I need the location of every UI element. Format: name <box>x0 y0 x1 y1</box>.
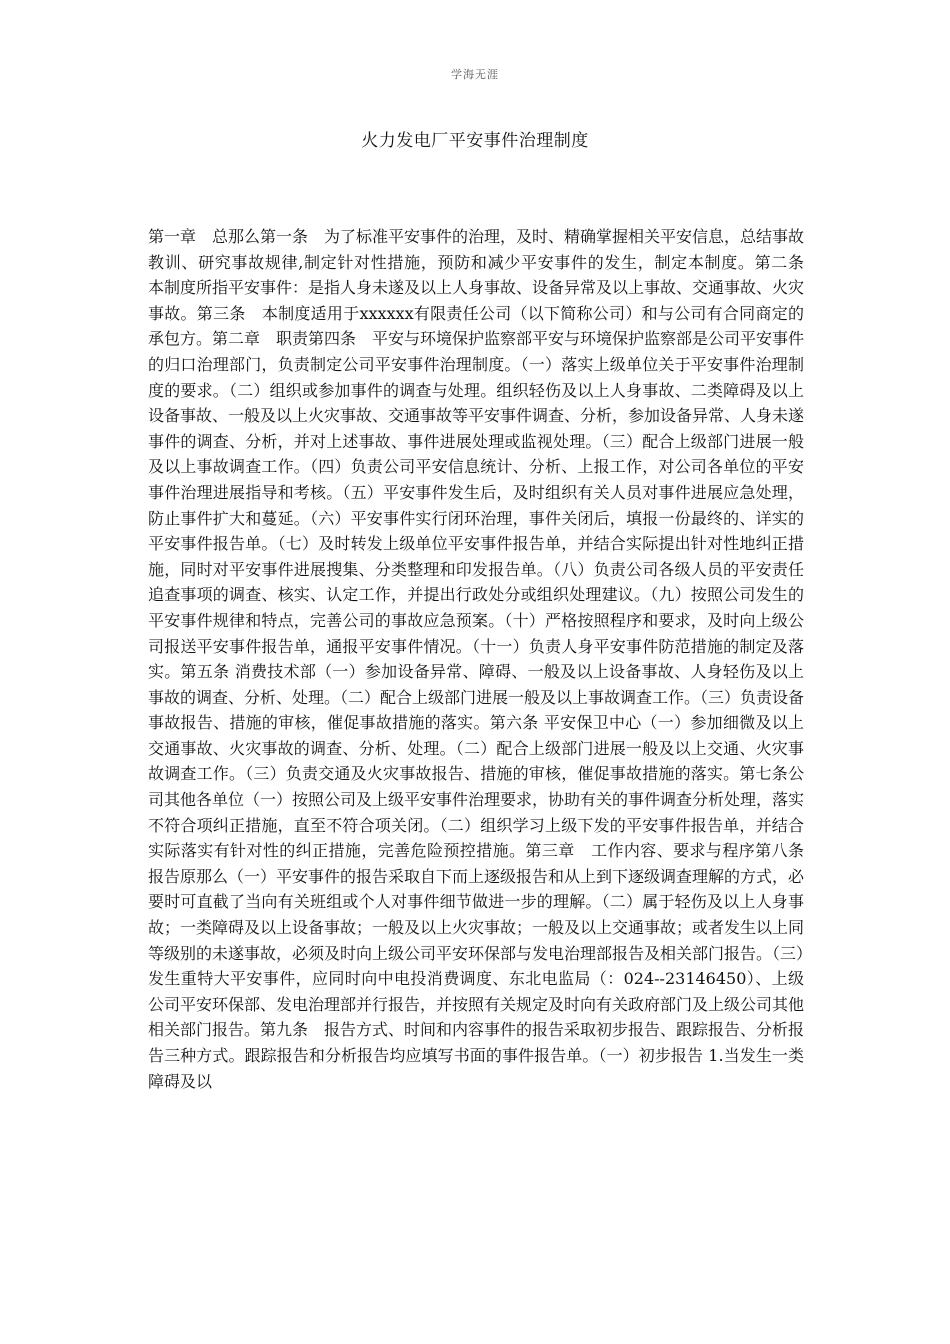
document-body: 第一章 总那么第一条 为了标准平安事件的治理，及时、精确掌握相关平安信息，总结事故教训、研究事故规律,制定针对性措施，预防和减少平安事件的发生，制定本制度。第二条 本制度所指平安事件：是指人身未遂及以上人身事故、设备异常及以上事故、交通事故、火灾事故。第三条 本制度适用于xxxxxx有限责任公司（以下简称公司）和与公司有合同商定的承包方。第二章 职责第四条 平安与环境保护监察部平安与环境保护监察部是公司平安事件的归口治理部门，负责制定公司平安事件治理制度。（一）落实上级单位关于平安事件治理制度的要求。（二）组织或参加事件的调查与处理。组织轻伤及以上人身事故、二类障碍及以上设备事故、一般及以上火灾事故、交通事故等平安事件调查、分析，参加设备异常、人身未遂事件的调查、分析，并对上述事故、事件进展处理或监视处理。（三）配合上级部门进展一般及以上事故调查工作。（四）负责公司平安信息统计、分析、上报工作，对公司各单位的平安事件治理进展指导和考核。（五）平安事件发生后，及时组织有关人员对事件进展应急处理，防止事件扩大和蔓延。（六）平安事件实行闭环治理，事件关闭后，填报一份最终的、详实的平安事件报告单。（七）及时转发上级单位平安事件报告单，并结合实际提出针对性地纠正措施，同时对平安事件进展搜集、分类整理和印发报告单。（八）负责公司各级人员的平安责任追查事项的调查、核实、认定工作，并提出行政处分或组织处理建议。（九）按照公司发生的平安事件规律和特点，完善公司的事故应急预案。（十）严格按照程序和要求，及时向上级公司报送平安事件报告单，通报平安事件情况。（十一）负责人身平安事件防范措施的制定及落实。第五条 消费技术部（一）参加设备异常、障碍、一般及以上设备事故、人身轻伤及以上事故的调查、分析、处理。（二）配合上级部门进展一般及以上事故调查工作。（三）负责设备事故报告、措施的审核，催促事故措施的落实。第六条 平安保卫中心（一）参加细微及以上交通事故、火灾事故的调查、分析、处理。（二）配合上级部门进展一般及以上交通、火灾事故调查工作。（三）负责交通及火灾事故报告、措施的审核，催促事故措施的落实。第七条公司其他各单位（一）按照公司及上级平安事件治理要求，协助有关的事件调查分析处理，落实不符合项纠正措施，直至不符合项关闭。（二）组织学习上级下发的平安事件报告单，并结合实际落实有针对性的纠正措施，完善危险预控措施。第三章 工作内容、要求与程序第八条 报告原那么（一）平安事件的报告采取自下而上逐级报告和从上到下逐级调查理解的方式，必要时可直截了当向有关班组或个人对事件细节做进一步的理解。（二）属于轻伤及以上人身事故；一类障碍及以上设备事故；一般及以上火灾事故；一般及以上交通事故；或者发生以上同等级别的未遂事故，必须及时向上级公司平安环保部与发电治理部报告及相关部门报告。（三）发生重特大平安事件，应同时向中电投消费调度、东北电监局（：024--23146450）、上级公司平安环保部、发电治理部并行报告，并按照有关规定及时向有关政府部门及上级公司其他相关部门报告。第九条 报告方式、时间和内容事件的报告采取初步报告、跟踪报告、分析报告三种方式。跟踪报告和分析报告均应填写书面的事件报告单。（一）初步报告 1.当发生一类障碍及以 <box>148 227 821 1091</box>
page-header: 学海无涯 <box>451 68 499 81</box>
document-title: 火力发电厂平安事件治理制度 <box>361 131 589 151</box>
